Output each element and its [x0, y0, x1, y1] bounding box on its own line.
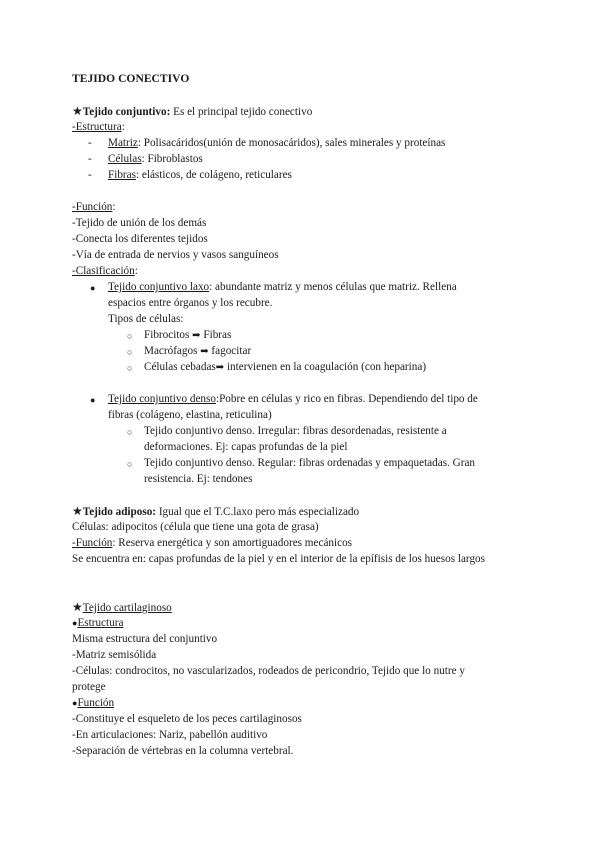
bullet-icon: ●	[90, 283, 96, 293]
cell-name: Macrófagos	[144, 345, 201, 357]
cell-name: Células cebadas	[144, 361, 216, 373]
star-icon: ★	[72, 104, 83, 118]
funcion-item: -Separación de vértebras en la columna vertebral.	[72, 745, 294, 757]
funcion-label: -Función	[72, 201, 113, 213]
star-icon: ★	[72, 504, 83, 518]
circle-bullet-icon: ○	[127, 427, 133, 437]
item-text: : Polisacáridos(unión de monosacáridos), sales minerales y proteínas	[137, 137, 446, 149]
funcion-text: : Reserva energética y son amortiguadores mecánicos	[112, 537, 353, 549]
funcion-label: -Función	[72, 537, 113, 549]
star-icon: ★	[72, 600, 83, 614]
tipos-label: Tipos de células:	[108, 313, 184, 325]
estructura-label: Estructura	[77, 617, 124, 629]
cartilaginoso-heading-line	[72, 600, 172, 616]
laxo-text: : abundante matriz y menos células que matriz. Rellena	[209, 281, 457, 293]
adiposo-heading: Tejido adiposo:	[82, 506, 157, 518]
clasificacion-colon: :	[134, 265, 138, 277]
cell-result: fagocitar	[208, 345, 252, 357]
estructura-colon: :	[121, 121, 125, 133]
item-text: : Fibroblastos	[141, 153, 203, 165]
circle-bullet-icon: ○	[127, 363, 133, 373]
cell-result: Fibras	[200, 329, 232, 341]
cell-result: intervienen en la coagulación (con heparina)	[224, 361, 427, 373]
cartilaginoso-celulas: -Células: condrocitos, no vascularizados, rodeados de pericondrio, Tejido que lo nutre y	[72, 665, 465, 677]
denso-text-cont: fibras (colágeno, elastina, reticulina)	[108, 409, 272, 421]
item-label: Fibras	[108, 169, 136, 181]
item-label: Células	[108, 153, 142, 165]
cartilaginoso-estructura-line	[72, 616, 123, 631]
cartilaginoso-funcion-line	[72, 696, 114, 711]
page-title: TEJIDO CONECTIVO	[72, 72, 190, 85]
adiposo-celulas: Células: adipocitos (célula que tiene una gota de grasa)	[72, 521, 319, 533]
cartilaginoso-misma: Misma estructura del conjuntivo	[72, 633, 218, 645]
arrow-right-icon: ➡	[192, 330, 201, 341]
funcion-label: Función	[77, 697, 115, 709]
sub-text-cont: deformaciones. Ej: capas profundas de la piel	[144, 441, 348, 453]
sub-text: Tejido conjuntivo denso. Regular: fibras ordenadas y empaquetadas. Gran	[144, 457, 476, 469]
laxo-label: Tejido conjuntivo laxo	[108, 281, 210, 293]
sub-text: Tejido conjuntivo denso. Irregular: fibras desordenadas, resistente a	[144, 425, 447, 437]
dash-marker: -	[88, 169, 92, 181]
funcion-item: -Tejido de unión de los demás	[72, 217, 207, 229]
adiposo-funcion-line	[72, 536, 352, 551]
adiposo-intro: Igual que el T.C.laxo pero más especializado	[156, 506, 360, 518]
item-label: Matriz	[108, 137, 138, 149]
cartilaginoso-celulas-cont: protege	[72, 681, 106, 693]
clasificacion-label: -Clasificación	[72, 265, 135, 277]
bullet-icon: ●	[90, 395, 96, 405]
adiposo-ubicacion: Se encuentra en: capas profundas de la piel y en el interior de la epífisis de los huesos largos	[72, 553, 485, 565]
conjuntivo-heading-line	[72, 104, 312, 120]
dash-marker: -	[88, 137, 92, 149]
cartilaginoso-heading: Tejido cartilaginoso	[82, 602, 172, 614]
laxo-text-cont: espacios entre órganos y los recubre.	[108, 297, 273, 309]
circle-bullet-icon: ○	[127, 459, 133, 469]
circle-bullet-icon: ○	[127, 331, 133, 341]
funcion-item: -Vía de entrada de nervios y vasos sanguíneos	[72, 249, 279, 261]
funcion-item: -Conecta los diferentes tejidos	[72, 233, 208, 245]
conjuntivo-intro: Es el principal tejido conectivo	[170, 106, 313, 118]
funcion-colon: :	[112, 201, 116, 213]
funcion-item: -En articulaciones: Nariz, pabellón auditivo	[72, 729, 268, 741]
cell-name: Fibrocitos	[144, 329, 193, 341]
bullet-icon: ●	[72, 698, 78, 708]
circle-bullet-icon: ○	[127, 347, 133, 357]
sub-text-cont: resistencia. Ej: tendones	[144, 473, 253, 485]
estructura-label-line	[72, 120, 125, 135]
arrow-right-icon: ➡	[200, 346, 209, 357]
denso-text: :Pobre en células y rico en fibras. Dependiendo del tipo de	[215, 393, 478, 405]
clasificacion-label-line	[72, 264, 138, 279]
bullet-icon: ●	[72, 618, 78, 628]
estructura-label: -Estructura	[72, 121, 122, 133]
arrow-right-icon: ➡	[215, 362, 225, 373]
denso-label: Tejido conjuntivo denso	[108, 393, 216, 405]
adiposo-heading-line	[72, 504, 359, 520]
item-text: : elásticos, de colágeno, reticulares	[135, 169, 292, 181]
funcion-label-line	[72, 200, 116, 215]
funcion-item: -Constituye el esqueleto de los peces cartilaginosos	[72, 713, 302, 725]
conjuntivo-heading: Tejido conjuntivo:	[82, 106, 171, 118]
cartilaginoso-matriz: -Matriz semisólida	[72, 649, 157, 661]
dash-marker: -	[88, 153, 92, 165]
